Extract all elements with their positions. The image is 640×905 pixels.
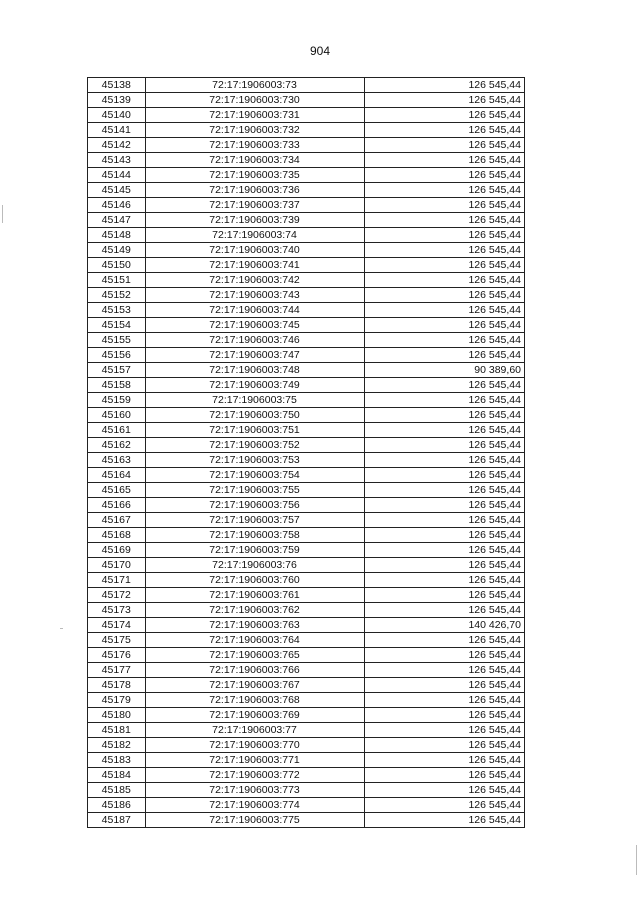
- cadastral-value: 126 545,44: [364, 513, 524, 528]
- cadastral-number: 72:17:1906003:765: [145, 648, 364, 663]
- row-number: 45158: [88, 378, 146, 393]
- table-row: [88, 123, 525, 138]
- table-row: [88, 303, 525, 318]
- row-number: 45157: [88, 363, 146, 378]
- cadastral-value: 126 545,44: [364, 153, 524, 168]
- row-number: 45144: [88, 168, 146, 183]
- row-number: 45151: [88, 273, 146, 288]
- row-number: 45171: [88, 573, 146, 588]
- cadastral-number: 72:17:1906003:734: [145, 153, 364, 168]
- cadastral-value: 126 545,44: [364, 483, 524, 498]
- table-row: [88, 393, 525, 408]
- row-number: 45156: [88, 348, 146, 363]
- cadastral-value: 126 545,44: [364, 813, 524, 828]
- row-number: 45165: [88, 483, 146, 498]
- cadastral-value: 126 545,44: [364, 678, 524, 693]
- cadastral-value: 126 545,44: [364, 438, 524, 453]
- cadastral-number: 72:17:1906003:74: [145, 228, 364, 243]
- table-row: [88, 618, 525, 633]
- cadastral-number: 72:17:1906003:751: [145, 423, 364, 438]
- table-row: [88, 813, 525, 828]
- table-row: [88, 738, 525, 753]
- cadastral-number: 72:17:1906003:771: [145, 753, 364, 768]
- row-number: 45161: [88, 423, 146, 438]
- row-number: 45180: [88, 708, 146, 723]
- cadastral-value: 126 545,44: [364, 183, 524, 198]
- cadastral-number: 72:17:1906003:754: [145, 468, 364, 483]
- cadastral-value: 126 545,44: [364, 213, 524, 228]
- cadastral-number: 72:17:1906003:733: [145, 138, 364, 153]
- cadastral-number: 72:17:1906003:76: [145, 558, 364, 573]
- cadastral-number: 72:17:1906003:775: [145, 813, 364, 828]
- cadastral-value: 126 545,44: [364, 453, 524, 468]
- row-number: 45169: [88, 543, 146, 558]
- scan-margin-mark: [636, 845, 637, 875]
- cadastral-value: 126 545,44: [364, 273, 524, 288]
- cadastral-value: 126 545,44: [364, 348, 524, 363]
- cadastral-value: 126 545,44: [364, 783, 524, 798]
- cadastral-value: 126 545,44: [364, 198, 524, 213]
- cadastral-number: 72:17:1906003:770: [145, 738, 364, 753]
- cadastral-value: 126 545,44: [364, 93, 524, 108]
- cadastral-number: 72:17:1906003:740: [145, 243, 364, 258]
- row-number: 45154: [88, 318, 146, 333]
- row-number: 45175: [88, 633, 146, 648]
- row-number: 45183: [88, 753, 146, 768]
- cadastral-number: 72:17:1906003:750: [145, 408, 364, 423]
- cadastral-number: 72:17:1906003:759: [145, 543, 364, 558]
- cadastral-value: 126 545,44: [364, 333, 524, 348]
- table-row: [88, 693, 525, 708]
- table-row: [88, 273, 525, 288]
- cadastral-value: 126 545,44: [364, 228, 524, 243]
- row-number: 45142: [88, 138, 146, 153]
- table-row: [88, 723, 525, 738]
- row-number: 45174: [88, 618, 146, 633]
- cadastral-value: 126 545,44: [364, 243, 524, 258]
- table-row: [88, 108, 525, 123]
- cadastral-number: 72:17:1906003:731: [145, 108, 364, 123]
- row-number: 45138: [88, 78, 146, 93]
- page-number: 904: [309, 44, 331, 58]
- row-number: 45162: [88, 438, 146, 453]
- row-number: 45147: [88, 213, 146, 228]
- cadastral-number: 72:17:1906003:730: [145, 93, 364, 108]
- row-number: 45184: [88, 768, 146, 783]
- table-row: [88, 453, 525, 468]
- cadastral-value: 126 545,44: [364, 378, 524, 393]
- cadastral-number: 72:17:1906003:744: [145, 303, 364, 318]
- table-row: [88, 513, 525, 528]
- cadastral-number: 72:17:1906003:735: [145, 168, 364, 183]
- table-row: [88, 168, 525, 183]
- table-row: [88, 528, 525, 543]
- cadastral-number: 72:17:1906003:749: [145, 378, 364, 393]
- cadastral-value: 126 545,44: [364, 573, 524, 588]
- row-number: 45187: [88, 813, 146, 828]
- table-row: [88, 663, 525, 678]
- row-number: 45177: [88, 663, 146, 678]
- row-number: 45141: [88, 123, 146, 138]
- cadastral-number: 72:17:1906003:736: [145, 183, 364, 198]
- cadastral-value: 90 389,60: [364, 363, 524, 378]
- table-row: [88, 708, 525, 723]
- cadastral-number: 72:17:1906003:760: [145, 573, 364, 588]
- cadastral-number: 72:17:1906003:752: [145, 438, 364, 453]
- cadastral-value: 126 545,44: [364, 738, 524, 753]
- table-row: [88, 648, 525, 663]
- table-row: [88, 288, 525, 303]
- table-row: [88, 468, 525, 483]
- cadastral-value: 126 545,44: [364, 798, 524, 813]
- row-number: 45179: [88, 693, 146, 708]
- cadastral-value: 126 545,44: [364, 753, 524, 768]
- table-row: [88, 228, 525, 243]
- cadastral-value-table: [87, 77, 525, 828]
- cadastral-number: 72:17:1906003:732: [145, 123, 364, 138]
- cadastral-number: 72:17:1906003:745: [145, 318, 364, 333]
- cadastral-value: 126 545,44: [364, 393, 524, 408]
- row-number: 45145: [88, 183, 146, 198]
- cadastral-number: 72:17:1906003:758: [145, 528, 364, 543]
- table-row: [88, 798, 525, 813]
- cadastral-value: 126 545,44: [364, 588, 524, 603]
- cadastral-value: 126 545,44: [364, 78, 524, 93]
- row-number: 45181: [88, 723, 146, 738]
- row-number: 45153: [88, 303, 146, 318]
- table-row: [88, 198, 525, 213]
- row-number: 45143: [88, 153, 146, 168]
- cadastral-number: 72:17:1906003:763: [145, 618, 364, 633]
- row-number: 45166: [88, 498, 146, 513]
- row-number: 45163: [88, 453, 146, 468]
- row-number: 45178: [88, 678, 146, 693]
- row-number: 45150: [88, 258, 146, 273]
- cadastral-value: 126 545,44: [364, 693, 524, 708]
- cadastral-value: 126 545,44: [364, 543, 524, 558]
- table-row: [88, 768, 525, 783]
- row-number: 45159: [88, 393, 146, 408]
- cadastral-number: 72:17:1906003:75: [145, 393, 364, 408]
- cadastral-number: 72:17:1906003:755: [145, 483, 364, 498]
- table-row: [88, 423, 525, 438]
- row-number: 45148: [88, 228, 146, 243]
- table-row: [88, 153, 525, 168]
- cadastral-value: 140 426,70: [364, 618, 524, 633]
- table-row: [88, 408, 525, 423]
- cadastral-value: 126 545,44: [364, 498, 524, 513]
- row-number: 45155: [88, 333, 146, 348]
- row-number: 45146: [88, 198, 146, 213]
- cadastral-number: 72:17:1906003:766: [145, 663, 364, 678]
- table-row: [88, 783, 525, 798]
- table-body: [88, 78, 525, 828]
- cadastral-number: 72:17:1906003:746: [145, 333, 364, 348]
- cadastral-value: 126 545,44: [364, 648, 524, 663]
- row-number: 45172: [88, 588, 146, 603]
- table-row: [88, 378, 525, 393]
- cadastral-number: 72:17:1906003:77: [145, 723, 364, 738]
- row-number: 45140: [88, 108, 146, 123]
- table-row: [88, 588, 525, 603]
- table-row: [88, 498, 525, 513]
- cadastral-number: 72:17:1906003:753: [145, 453, 364, 468]
- cadastral-number: 72:17:1906003:747: [145, 348, 364, 363]
- table-row: [88, 573, 525, 588]
- cadastral-value: 126 545,44: [364, 723, 524, 738]
- cadastral-number: 72:17:1906003:767: [145, 678, 364, 693]
- row-number: 45170: [88, 558, 146, 573]
- table-row: [88, 438, 525, 453]
- cadastral-number: 72:17:1906003:739: [145, 213, 364, 228]
- cadastral-number: 72:17:1906003:757: [145, 513, 364, 528]
- cadastral-value: 126 545,44: [364, 633, 524, 648]
- cadastral-number: 72:17:1906003:764: [145, 633, 364, 648]
- row-number: 45167: [88, 513, 146, 528]
- cadastral-value: 126 545,44: [364, 468, 524, 483]
- row-number: 45173: [88, 603, 146, 618]
- row-number: 45160: [88, 408, 146, 423]
- cadastral-value: 126 545,44: [364, 663, 524, 678]
- table-row: [88, 633, 525, 648]
- table-row: [88, 138, 525, 153]
- row-number: 45168: [88, 528, 146, 543]
- cadastral-value: 126 545,44: [364, 168, 524, 183]
- table-row: [88, 543, 525, 558]
- table-row: [88, 363, 525, 378]
- row-number: 45164: [88, 468, 146, 483]
- scan-margin-mark: [2, 205, 3, 223]
- cadastral-number: 72:17:1906003:743: [145, 288, 364, 303]
- cadastral-number: 72:17:1906003:73: [145, 78, 364, 93]
- table-row: [88, 78, 525, 93]
- cadastral-number: 72:17:1906003:774: [145, 798, 364, 813]
- cadastral-value: 126 545,44: [364, 603, 524, 618]
- cadastral-value: 126 545,44: [364, 768, 524, 783]
- table-row: [88, 258, 525, 273]
- cadastral-value: 126 545,44: [364, 558, 524, 573]
- cadastral-number: 72:17:1906003:772: [145, 768, 364, 783]
- cadastral-number: 72:17:1906003:761: [145, 588, 364, 603]
- cadastral-value: 126 545,44: [364, 408, 524, 423]
- table-row: [88, 213, 525, 228]
- cadastral-number: 72:17:1906003:741: [145, 258, 364, 273]
- scan-margin-mark: [60, 628, 63, 629]
- table-row: [88, 243, 525, 258]
- cadastral-number: 72:17:1906003:773: [145, 783, 364, 798]
- table-row: [88, 333, 525, 348]
- row-number: 45182: [88, 738, 146, 753]
- cadastral-value: 126 545,44: [364, 138, 524, 153]
- cadastral-number: 72:17:1906003:768: [145, 693, 364, 708]
- table-row: [88, 483, 525, 498]
- table-row: [88, 558, 525, 573]
- table-row: [88, 348, 525, 363]
- cadastral-value: 126 545,44: [364, 708, 524, 723]
- cadastral-value: 126 545,44: [364, 123, 524, 138]
- cadastral-number: 72:17:1906003:748: [145, 363, 364, 378]
- table-row: [88, 318, 525, 333]
- table-row: [88, 678, 525, 693]
- cadastral-value: 126 545,44: [364, 108, 524, 123]
- row-number: 45176: [88, 648, 146, 663]
- table-row: [88, 93, 525, 108]
- table-row: [88, 753, 525, 768]
- row-number: 45185: [88, 783, 146, 798]
- cadastral-value: 126 545,44: [364, 258, 524, 273]
- table-row: [88, 603, 525, 618]
- cadastral-number: 72:17:1906003:756: [145, 498, 364, 513]
- row-number: 45152: [88, 288, 146, 303]
- cadastral-number: 72:17:1906003:742: [145, 273, 364, 288]
- cadastral-value: 126 545,44: [364, 303, 524, 318]
- row-number: 45139: [88, 93, 146, 108]
- row-number: 45186: [88, 798, 146, 813]
- cadastral-value: 126 545,44: [364, 318, 524, 333]
- cadastral-value: 126 545,44: [364, 528, 524, 543]
- cadastral-number: 72:17:1906003:769: [145, 708, 364, 723]
- cadastral-number: 72:17:1906003:737: [145, 198, 364, 213]
- cadastral-number: 72:17:1906003:762: [145, 603, 364, 618]
- row-number: 45149: [88, 243, 146, 258]
- cadastral-value: 126 545,44: [364, 423, 524, 438]
- table-row: [88, 183, 525, 198]
- cadastral-value: 126 545,44: [364, 288, 524, 303]
